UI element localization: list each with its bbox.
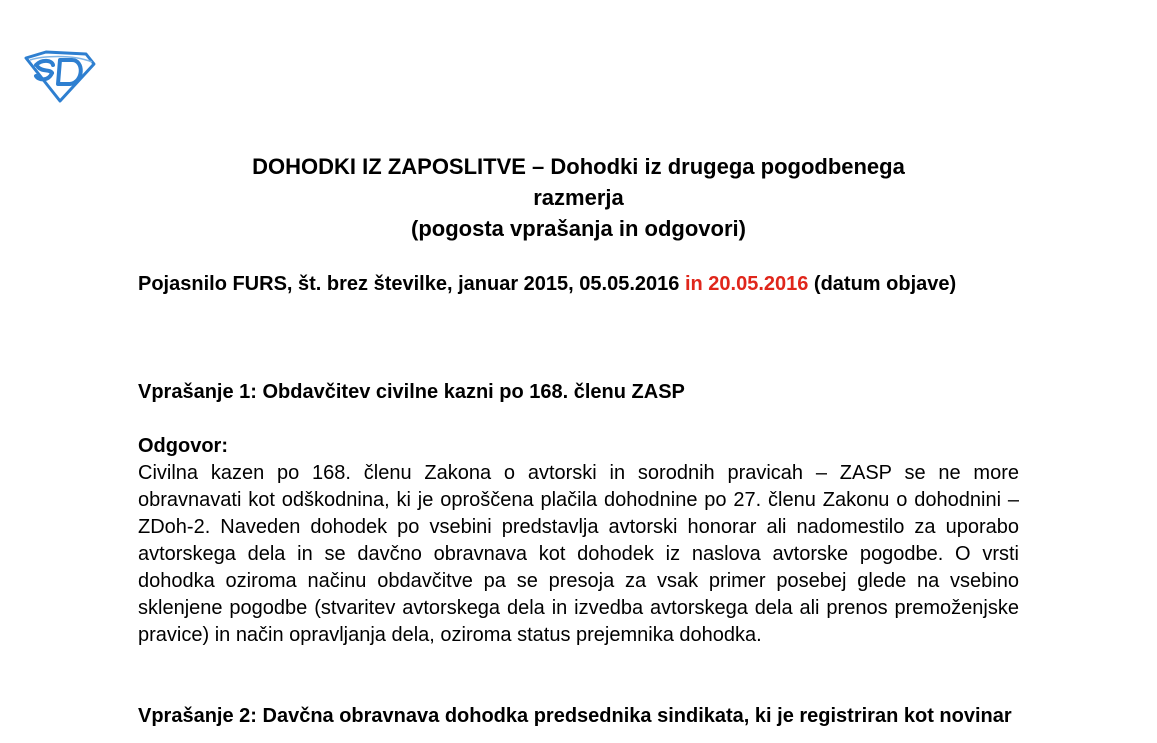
pojasnilo-text-end: (datum objave) <box>808 273 957 295</box>
sd-logo-icon <box>22 48 96 104</box>
pojasnilo-red-date: in 20.05.2016 <box>684 273 809 295</box>
question-2-heading: Vprašanje 2: Davčna obravnava dohodka predsednika sindikata, ki je registriran kot novinar <box>138 705 1012 727</box>
document-title <box>100 151 1057 244</box>
question-1-heading: Vprašanje 1: Obdavčitev civilne kazni po 168. členu ZASP <box>138 381 685 403</box>
pojasnilo-paragraph <box>138 271 1019 298</box>
answer-1-label: Odgovor: <box>138 435 228 457</box>
answer-1-text: Civilna kazen po 168. členu Zakona o avtorski in sorodnih pravicah – ZASP se ne more obravnavati kot odškodnina, ki je oproščena plačila dohodnine po 27. členu Zakonu o dohodnini – ZDoh-2. Naveden dohodek po vsebini predstavlja avtorski honorar ali nadomestilo za uporabo avtorskega dela in se davčno obravnava kot dohodek iz naslova avtorske pogodbe. O vrsti dohodka oziroma načinu obdavčitve pa se presoja za vsak primer posebej glede na vsebino sklenjene pogodbe (stvaritev avtorskega dela in izvedba avtorskega dela ali prenos premoženjske pravice) in način opravljanja dela, oziroma status prejemnika dohodka. <box>138 462 1019 646</box>
pojasnilo-text: Pojasnilo FURS, št. brez številke, januar 2015, 05.05.2016 <box>138 273 685 295</box>
title-line-3: (pogosta vprašanja in odgovori) <box>411 216 746 241</box>
title-line-2: razmerja <box>533 185 624 210</box>
title-line-1: DOHODKI IZ ZAPOSLITVE – Dohodki iz drugega pogodbenega <box>252 154 905 179</box>
